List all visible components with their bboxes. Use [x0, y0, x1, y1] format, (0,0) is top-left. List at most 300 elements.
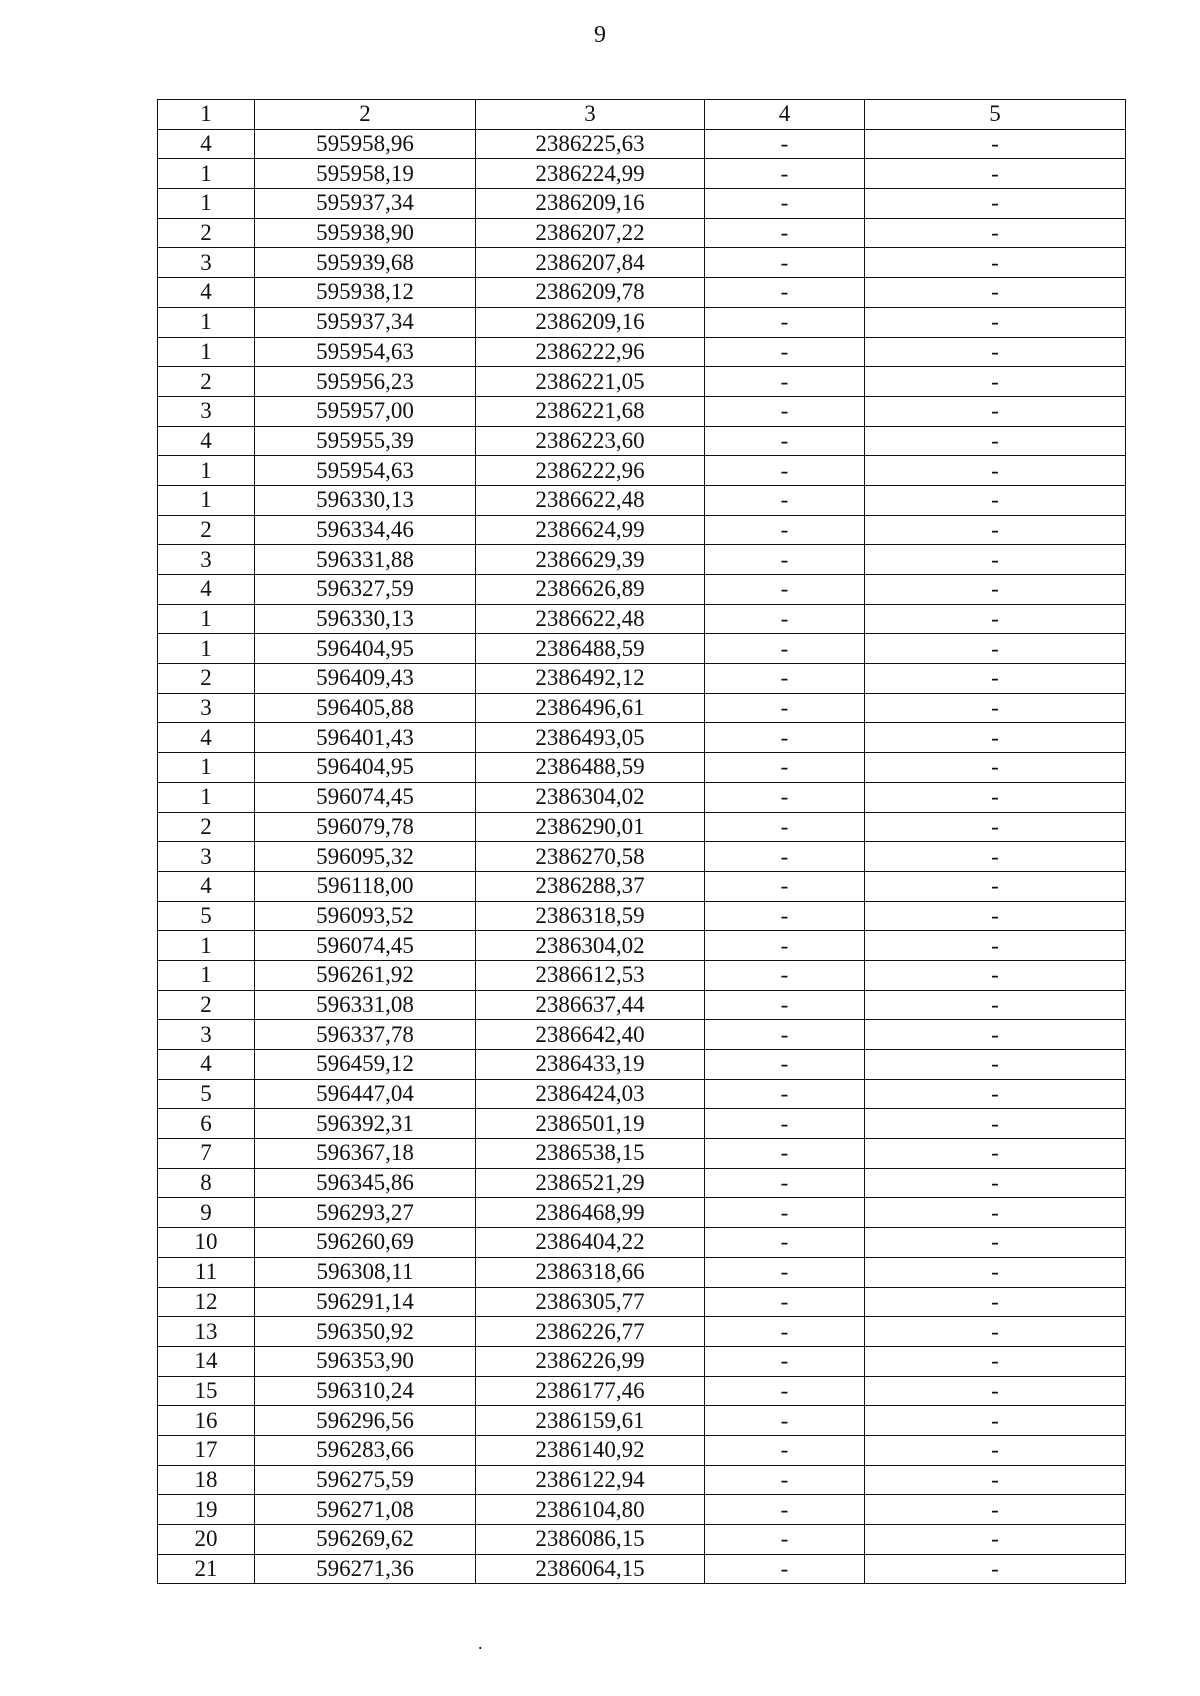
x-coordinate-cell: 596095,32	[255, 842, 476, 872]
y-coordinate-cell: 2386622,48	[476, 604, 705, 634]
page-number: 9	[594, 22, 606, 48]
column-4-cell: -	[705, 960, 865, 990]
table-row	[158, 1525, 1126, 1555]
y-coordinate-cell: 2386225,63	[476, 129, 705, 159]
x-coordinate-cell: 595954,63	[255, 337, 476, 367]
x-coordinate-cell: 596405,88	[255, 693, 476, 723]
y-coordinate-cell: 2386064,15	[476, 1554, 705, 1584]
column-5-cell: -	[865, 1079, 1126, 1109]
column-4-cell: -	[705, 782, 865, 812]
y-coordinate-cell: 2386501,19	[476, 1109, 705, 1139]
column-5-cell: -	[865, 960, 1126, 990]
x-coordinate-cell: 596330,13	[255, 485, 476, 515]
column-5-cell: -	[865, 1257, 1126, 1287]
column-4-cell: -	[705, 1020, 865, 1050]
y-coordinate-cell: 2386642,40	[476, 1020, 705, 1050]
column-5-cell: -	[865, 1139, 1126, 1169]
column-4-cell: -	[705, 1346, 865, 1376]
point-number-cell: 1	[158, 931, 255, 961]
column-5-cell: -	[865, 1109, 1126, 1139]
column-5-cell: -	[865, 1346, 1126, 1376]
point-number-cell: 4	[158, 278, 255, 308]
y-coordinate-cell: 2386493,05	[476, 723, 705, 753]
column-4-cell: -	[705, 485, 865, 515]
table-row	[158, 723, 1126, 753]
x-coordinate-cell: 596330,13	[255, 604, 476, 634]
table-row	[158, 1287, 1126, 1317]
header-cell-5: 5	[865, 100, 1126, 130]
table-row	[158, 1198, 1126, 1228]
point-number-cell: 13	[158, 1317, 255, 1347]
column-5-cell: -	[865, 307, 1126, 337]
point-number-cell: 16	[158, 1406, 255, 1436]
column-4-cell: -	[705, 664, 865, 694]
column-5-cell: -	[865, 1376, 1126, 1406]
column-5-cell: -	[865, 278, 1126, 308]
y-coordinate-cell: 2386140,92	[476, 1435, 705, 1465]
table-row	[158, 278, 1126, 308]
x-coordinate-cell: 596093,52	[255, 901, 476, 931]
point-number-cell: 2	[158, 515, 255, 545]
x-coordinate-cell: 596074,45	[255, 782, 476, 812]
point-number-cell: 8	[158, 1168, 255, 1198]
table-row	[158, 871, 1126, 901]
column-5-cell: -	[865, 634, 1126, 664]
column-5-cell: -	[865, 990, 1126, 1020]
x-coordinate-cell: 595937,34	[255, 307, 476, 337]
point-number-cell: 1	[158, 634, 255, 664]
point-number-cell: 5	[158, 901, 255, 931]
y-coordinate-cell: 2386290,01	[476, 812, 705, 842]
y-coordinate-cell: 2386207,84	[476, 248, 705, 278]
point-number-cell: 9	[158, 1198, 255, 1228]
header-cell-4: 4	[705, 100, 865, 130]
y-coordinate-cell: 2386496,61	[476, 693, 705, 723]
y-coordinate-cell: 2386637,44	[476, 990, 705, 1020]
y-coordinate-cell: 2386468,99	[476, 1198, 705, 1228]
column-4-cell: -	[705, 189, 865, 219]
x-coordinate-cell: 596074,45	[255, 931, 476, 961]
y-coordinate-cell: 2386270,58	[476, 842, 705, 872]
y-coordinate-cell: 2386177,46	[476, 1376, 705, 1406]
y-coordinate-cell: 2386224,99	[476, 159, 705, 189]
table-row	[158, 753, 1126, 783]
y-coordinate-cell: 2386305,77	[476, 1287, 705, 1317]
y-coordinate-cell: 2386612,53	[476, 960, 705, 990]
x-coordinate-cell: 595958,96	[255, 129, 476, 159]
column-4-cell: -	[705, 159, 865, 189]
point-number-cell: 2	[158, 664, 255, 694]
table-row	[158, 1050, 1126, 1080]
column-5-cell: -	[865, 129, 1126, 159]
x-coordinate-cell: 596401,43	[255, 723, 476, 753]
column-4-cell: -	[705, 129, 865, 159]
table-row	[158, 664, 1126, 694]
point-number-cell: 1	[158, 189, 255, 219]
x-coordinate-cell: 596350,92	[255, 1317, 476, 1347]
column-5-cell: -	[865, 842, 1126, 872]
table-header	[158, 100, 1126, 130]
x-coordinate-cell: 595937,34	[255, 189, 476, 219]
column-4-cell: -	[705, 1495, 865, 1525]
table-row	[158, 1465, 1126, 1495]
column-5-cell: -	[865, 871, 1126, 901]
column-4-cell: -	[705, 1376, 865, 1406]
x-coordinate-cell: 596337,78	[255, 1020, 476, 1050]
column-5-cell: -	[865, 1287, 1126, 1317]
column-5-cell: -	[865, 367, 1126, 397]
column-5-cell: -	[865, 189, 1126, 219]
x-coordinate-cell: 596392,31	[255, 1109, 476, 1139]
point-number-cell: 1	[158, 753, 255, 783]
column-5-cell: -	[865, 723, 1126, 753]
column-4-cell: -	[705, 604, 865, 634]
column-5-cell: -	[865, 693, 1126, 723]
table-row	[158, 604, 1126, 634]
column-5-cell: -	[865, 664, 1126, 694]
table-row	[158, 901, 1126, 931]
column-5-cell: -	[865, 248, 1126, 278]
point-number-cell: 19	[158, 1495, 255, 1525]
table-row	[158, 1109, 1126, 1139]
table-row	[158, 1257, 1126, 1287]
x-coordinate-cell: 596079,78	[255, 812, 476, 842]
column-5-cell: -	[865, 1525, 1126, 1555]
column-4-cell: -	[705, 931, 865, 961]
y-coordinate-cell: 2386521,29	[476, 1168, 705, 1198]
table-row	[158, 693, 1126, 723]
column-4-cell: -	[705, 812, 865, 842]
column-5-cell: -	[865, 604, 1126, 634]
x-coordinate-cell: 596293,27	[255, 1198, 476, 1228]
column-4-cell: -	[705, 218, 865, 248]
point-number-cell: 5	[158, 1079, 255, 1109]
table-row	[158, 1406, 1126, 1436]
point-number-cell: 4	[158, 723, 255, 753]
column-4-cell: -	[705, 248, 865, 278]
column-5-cell: -	[865, 1228, 1126, 1258]
header-row	[158, 100, 1126, 130]
x-coordinate-cell: 596367,18	[255, 1139, 476, 1169]
column-5-cell: -	[865, 1465, 1126, 1495]
x-coordinate-cell: 596118,00	[255, 871, 476, 901]
column-4-cell: -	[705, 693, 865, 723]
y-coordinate-cell: 2386207,22	[476, 218, 705, 248]
table-row	[158, 1554, 1126, 1584]
column-5-cell: -	[865, 782, 1126, 812]
header-cell-1: 1	[158, 100, 255, 130]
x-coordinate-cell: 595938,12	[255, 278, 476, 308]
y-coordinate-cell: 2386318,66	[476, 1257, 705, 1287]
column-5-cell: -	[865, 812, 1126, 842]
column-4-cell: -	[705, 307, 865, 337]
x-coordinate-cell: 595954,63	[255, 456, 476, 486]
table-row	[158, 1168, 1126, 1198]
table-body	[158, 129, 1126, 1584]
column-4-cell: -	[705, 1079, 865, 1109]
column-5-cell: -	[865, 753, 1126, 783]
header-cell-2: 2	[255, 100, 476, 130]
x-coordinate-cell: 596308,11	[255, 1257, 476, 1287]
table-row	[158, 1228, 1126, 1258]
column-4-cell: -	[705, 990, 865, 1020]
x-coordinate-cell: 595957,00	[255, 396, 476, 426]
table-row	[158, 634, 1126, 664]
column-4-cell: -	[705, 723, 865, 753]
table-row	[158, 426, 1126, 456]
column-4-cell: -	[705, 1257, 865, 1287]
point-number-cell: 3	[158, 396, 255, 426]
column-5-cell: -	[865, 1435, 1126, 1465]
column-4-cell: -	[705, 842, 865, 872]
y-coordinate-cell: 2386122,94	[476, 1465, 705, 1495]
point-number-cell: 2	[158, 367, 255, 397]
point-number-cell: 1	[158, 456, 255, 486]
y-coordinate-cell: 2386288,37	[476, 871, 705, 901]
point-number-cell: 4	[158, 426, 255, 456]
column-4-cell: -	[705, 1317, 865, 1347]
table-row	[158, 307, 1126, 337]
x-coordinate-cell: 596261,92	[255, 960, 476, 990]
header-cell-3: 3	[476, 100, 705, 130]
table-row	[158, 456, 1126, 486]
footer-mark: .	[478, 1633, 483, 1653]
y-coordinate-cell: 2386304,02	[476, 782, 705, 812]
table-row	[158, 1435, 1126, 1465]
table-row	[158, 931, 1126, 961]
point-number-cell: 3	[158, 545, 255, 575]
y-coordinate-cell: 2386624,99	[476, 515, 705, 545]
y-coordinate-cell: 2386622,48	[476, 485, 705, 515]
column-4-cell: -	[705, 396, 865, 426]
table-row	[158, 1139, 1126, 1169]
column-4-cell: -	[705, 1139, 865, 1169]
table-row	[158, 337, 1126, 367]
x-coordinate-cell: 596296,56	[255, 1406, 476, 1436]
column-5-cell: -	[865, 931, 1126, 961]
point-number-cell: 2	[158, 812, 255, 842]
column-4-cell: -	[705, 1554, 865, 1584]
point-number-cell: 6	[158, 1109, 255, 1139]
x-coordinate-cell: 596409,43	[255, 664, 476, 694]
x-coordinate-cell: 595939,68	[255, 248, 476, 278]
x-coordinate-cell: 596271,08	[255, 1495, 476, 1525]
point-number-cell: 4	[158, 871, 255, 901]
point-number-cell: 10	[158, 1228, 255, 1258]
column-4-cell: -	[705, 1228, 865, 1258]
y-coordinate-cell: 2386222,96	[476, 456, 705, 486]
column-5-cell: -	[865, 1495, 1126, 1525]
column-4-cell: -	[705, 367, 865, 397]
y-coordinate-cell: 2386226,99	[476, 1346, 705, 1376]
point-number-cell: 1	[158, 782, 255, 812]
column-4-cell: -	[705, 753, 865, 783]
x-coordinate-cell: 596353,90	[255, 1346, 476, 1376]
column-5-cell: -	[865, 396, 1126, 426]
point-number-cell: 1	[158, 485, 255, 515]
x-coordinate-cell: 596291,14	[255, 1287, 476, 1317]
column-5-cell: -	[865, 901, 1126, 931]
x-coordinate-cell: 596269,62	[255, 1525, 476, 1555]
point-number-cell: 15	[158, 1376, 255, 1406]
table-row	[158, 396, 1126, 426]
table-row	[158, 990, 1126, 1020]
column-5-cell: -	[865, 337, 1126, 367]
column-4-cell: -	[705, 456, 865, 486]
x-coordinate-cell: 596283,66	[255, 1435, 476, 1465]
x-coordinate-cell: 596345,86	[255, 1168, 476, 1198]
column-4-cell: -	[705, 634, 865, 664]
column-4-cell: -	[705, 1198, 865, 1228]
column-4-cell: -	[705, 1109, 865, 1139]
x-coordinate-cell: 596275,59	[255, 1465, 476, 1495]
table-row	[158, 842, 1126, 872]
column-5-cell: -	[865, 1050, 1126, 1080]
x-coordinate-cell: 595955,39	[255, 426, 476, 456]
y-coordinate-cell: 2386209,16	[476, 189, 705, 219]
y-coordinate-cell: 2386629,39	[476, 545, 705, 575]
column-4-cell: -	[705, 1050, 865, 1080]
y-coordinate-cell: 2386226,77	[476, 1317, 705, 1347]
y-coordinate-cell: 2386404,22	[476, 1228, 705, 1258]
table-row	[158, 485, 1126, 515]
column-4-cell: -	[705, 871, 865, 901]
table-row	[158, 1317, 1126, 1347]
column-4-cell: -	[705, 1465, 865, 1495]
point-number-cell: 3	[158, 842, 255, 872]
point-number-cell: 1	[158, 159, 255, 189]
coordinates-table	[157, 99, 1126, 1584]
column-4-cell: -	[705, 278, 865, 308]
point-number-cell: 1	[158, 960, 255, 990]
y-coordinate-cell: 2386304,02	[476, 931, 705, 961]
y-coordinate-cell: 2386209,16	[476, 307, 705, 337]
y-coordinate-cell: 2386223,60	[476, 426, 705, 456]
y-coordinate-cell: 2386626,89	[476, 575, 705, 605]
column-4-cell: -	[705, 1168, 865, 1198]
point-number-cell: 12	[158, 1287, 255, 1317]
point-number-cell: 20	[158, 1525, 255, 1555]
table-row	[158, 248, 1126, 278]
y-coordinate-cell: 2386209,78	[476, 278, 705, 308]
column-5-cell: -	[865, 159, 1126, 189]
table-row	[158, 782, 1126, 812]
point-number-cell: 1	[158, 604, 255, 634]
table-row	[158, 515, 1126, 545]
column-5-cell: -	[865, 545, 1126, 575]
y-coordinate-cell: 2386488,59	[476, 753, 705, 783]
y-coordinate-cell: 2386424,03	[476, 1079, 705, 1109]
x-coordinate-cell: 595958,19	[255, 159, 476, 189]
column-4-cell: -	[705, 1525, 865, 1555]
y-coordinate-cell: 2386104,80	[476, 1495, 705, 1525]
table-row	[158, 1020, 1126, 1050]
x-coordinate-cell: 596260,69	[255, 1228, 476, 1258]
x-coordinate-cell: 596327,59	[255, 575, 476, 605]
coordinates-table-container	[157, 99, 1125, 1584]
y-coordinate-cell: 2386159,61	[476, 1406, 705, 1436]
column-5-cell: -	[865, 456, 1126, 486]
x-coordinate-cell: 596447,04	[255, 1079, 476, 1109]
column-4-cell: -	[705, 1406, 865, 1436]
column-4-cell: -	[705, 337, 865, 367]
y-coordinate-cell: 2386318,59	[476, 901, 705, 931]
x-coordinate-cell: 596331,88	[255, 545, 476, 575]
point-number-cell: 3	[158, 1020, 255, 1050]
column-4-cell: -	[705, 1287, 865, 1317]
column-5-cell: -	[865, 515, 1126, 545]
y-coordinate-cell: 2386492,12	[476, 664, 705, 694]
point-number-cell: 3	[158, 248, 255, 278]
x-coordinate-cell: 596404,95	[255, 753, 476, 783]
table-row	[158, 1495, 1126, 1525]
point-number-cell: 4	[158, 575, 255, 605]
column-4-cell: -	[705, 575, 865, 605]
table-row	[158, 812, 1126, 842]
point-number-cell: 4	[158, 129, 255, 159]
y-coordinate-cell: 2386538,15	[476, 1139, 705, 1169]
x-coordinate-cell: 595938,90	[255, 218, 476, 248]
point-number-cell: 18	[158, 1465, 255, 1495]
y-coordinate-cell: 2386221,68	[476, 396, 705, 426]
point-number-cell: 1	[158, 307, 255, 337]
table-row	[158, 1079, 1126, 1109]
column-4-cell: -	[705, 515, 865, 545]
point-number-cell: 4	[158, 1050, 255, 1080]
point-number-cell: 17	[158, 1435, 255, 1465]
point-number-cell: 21	[158, 1554, 255, 1584]
column-4-cell: -	[705, 545, 865, 575]
y-coordinate-cell: 2386433,19	[476, 1050, 705, 1080]
column-5-cell: -	[865, 575, 1126, 605]
table-row	[158, 1346, 1126, 1376]
column-5-cell: -	[865, 426, 1126, 456]
column-5-cell: -	[865, 485, 1126, 515]
table-row	[158, 218, 1126, 248]
column-4-cell: -	[705, 1435, 865, 1465]
point-number-cell: 7	[158, 1139, 255, 1169]
point-number-cell: 2	[158, 990, 255, 1020]
column-5-cell: -	[865, 1168, 1126, 1198]
x-coordinate-cell: 596404,95	[255, 634, 476, 664]
point-number-cell: 3	[158, 693, 255, 723]
table-row	[158, 1376, 1126, 1406]
point-number-cell: 11	[158, 1257, 255, 1287]
x-coordinate-cell: 596459,12	[255, 1050, 476, 1080]
table-row	[158, 575, 1126, 605]
point-number-cell: 2	[158, 218, 255, 248]
point-number-cell: 14	[158, 1346, 255, 1376]
column-5-cell: -	[865, 1406, 1126, 1436]
column-5-cell: -	[865, 1198, 1126, 1228]
column-5-cell: -	[865, 1554, 1126, 1584]
x-coordinate-cell: 596334,46	[255, 515, 476, 545]
column-4-cell: -	[705, 426, 865, 456]
y-coordinate-cell: 2386488,59	[476, 634, 705, 664]
x-coordinate-cell: 596331,08	[255, 990, 476, 1020]
column-5-cell: -	[865, 218, 1126, 248]
x-coordinate-cell: 596310,24	[255, 1376, 476, 1406]
table-row	[158, 545, 1126, 575]
point-number-cell: 1	[158, 337, 255, 367]
x-coordinate-cell: 595956,23	[255, 367, 476, 397]
table-row	[158, 189, 1126, 219]
table-row	[158, 129, 1126, 159]
column-5-cell: -	[865, 1317, 1126, 1347]
table-row	[158, 159, 1126, 189]
table-row	[158, 367, 1126, 397]
y-coordinate-cell: 2386222,96	[476, 337, 705, 367]
